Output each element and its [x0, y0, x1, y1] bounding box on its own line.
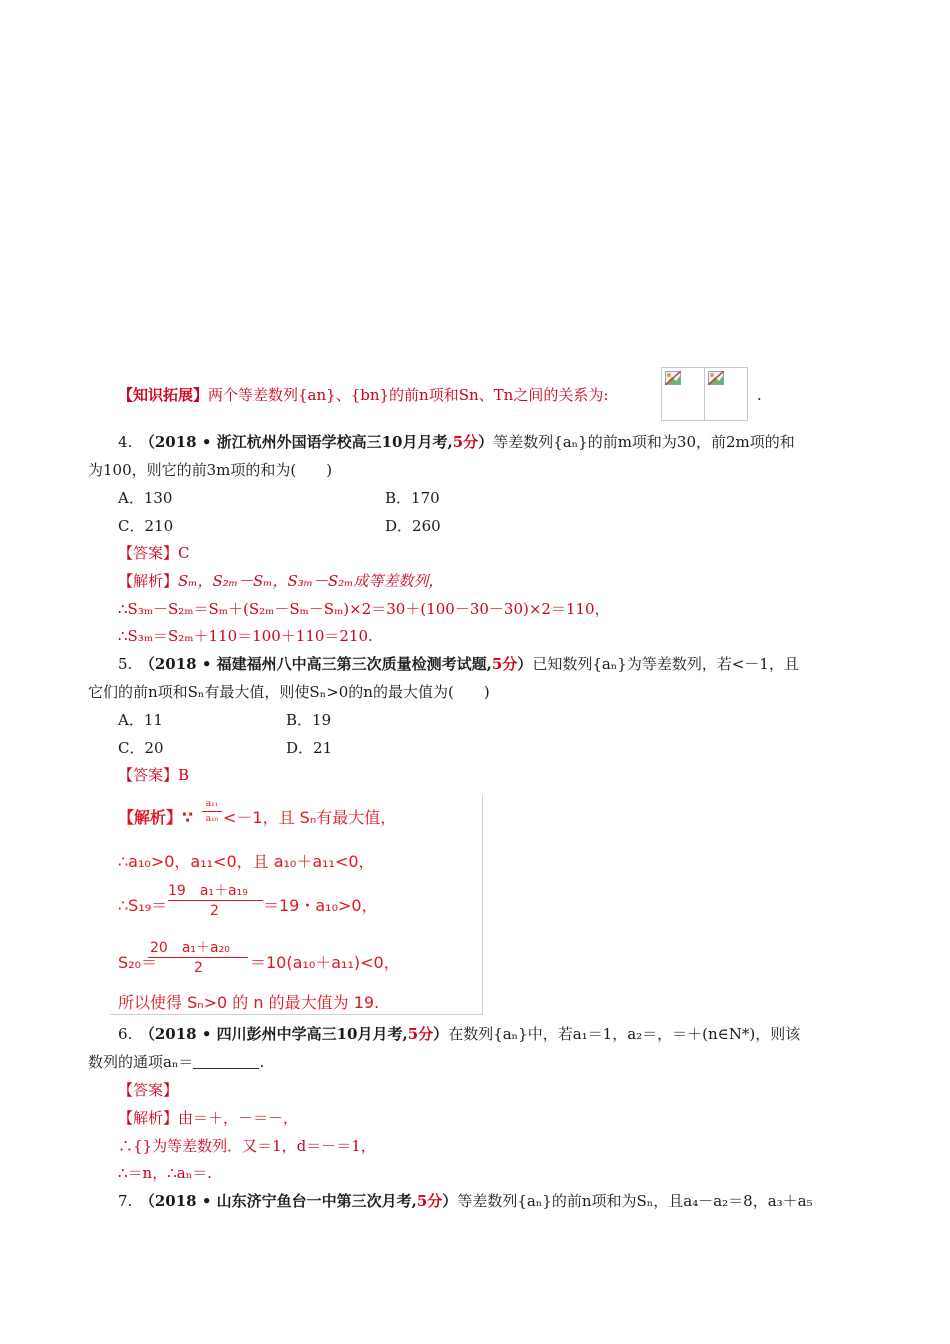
extension-end: .: [757, 386, 762, 404]
knowledge-extension: [118, 385, 608, 405]
analysis-label: 【解析】: [118, 572, 179, 590]
analysis-label: 【解析】: [118, 1109, 179, 1127]
question-number: 6.: [118, 1025, 133, 1043]
question-4-line-2: 为100，则它的前3m项的和为( ): [88, 461, 333, 479]
analysis-line-2: ∴{}为等差数列．又＝1，d＝－＝1，: [118, 1137, 376, 1155]
fraction-bar: [168, 900, 263, 901]
question-score: 5分: [491, 655, 518, 673]
solution-fraction: $\frac{\text{a₁₁}}{\text{a₁₀}}$: [202, 799, 222, 824]
fraction-bar: [148, 957, 248, 958]
option-b: B．19: [286, 711, 332, 729]
extension-label: 【知识拓展】: [118, 386, 209, 404]
question-number: 5.: [118, 655, 133, 673]
answer-line: 【答案】B: [118, 766, 190, 784]
solution-line-4-num: 20 a₁＋a₂₀: [150, 940, 230, 956]
solution-line-3-num: 19 a₁＋a₁₉: [168, 883, 248, 899]
option-c: C．210: [118, 517, 174, 535]
solution-line-1: 【解析】∵: [118, 808, 194, 827]
question-score: 5分: [452, 433, 479, 451]
option-d: D．260: [385, 517, 441, 535]
option-a: A．130: [118, 489, 173, 507]
question-5-line-2: 它们的前n项和Sₙ有最大值，则使Sₙ>0的n的最大值为( ): [88, 683, 490, 701]
analysis-line-2: ∴S₃ₘ－S₂ₘ＝Sₘ＋(S₂ₘ－Sₘ－Sₘ)×2＝30＋(100－30－30)×2＝110，: [118, 600, 610, 618]
question-source: 2018 • 浙江杭州外国语学校高三10月月考,: [154, 433, 453, 451]
option-c: C．20: [118, 739, 164, 757]
question-number: 4.: [118, 433, 133, 451]
question-source: 2018 • 福建福州八中高三第三次质量检测考试题,: [154, 655, 492, 673]
extension-text: 两个等差数列{an}、{bn}的前n项和Sn、Tn之间的关系为:: [208, 386, 609, 404]
question-7-line-1: 7. （2018 • 山东济宁鱼台一中第三次月考,5分）等差数列{aₙ}的前n项和为Sₙ，且a₄－a₂＝8，a₃＋a₅: [118, 1192, 813, 1210]
question-source: 2018 • 四川彭州中学高三10月月考,: [154, 1025, 408, 1043]
option-d: D．21: [286, 739, 333, 757]
solution-line-3-post: ＝19・a₁₀>0，: [263, 896, 378, 915]
solution-line-3-pre: ∴S₁₉＝: [118, 896, 168, 915]
question-score: 5分: [407, 1025, 434, 1043]
broken-image-icon: [704, 367, 748, 421]
analysis-line-1: 【解析】由＝＋，－＝－，: [118, 1109, 299, 1127]
analysis-line-3: ∴＝n，∴aₙ＝.: [118, 1164, 212, 1182]
question-stem: 等差数列{aₙ}的前n项和为Sₙ，且a₄－a₂＝8，a₃＋a₅: [457, 1192, 813, 1210]
solution-line-4-pre: S₂₀＝: [118, 953, 157, 972]
solution-line-2: ∴a₁₀>0，a₁₁<0，且 a₁₀＋a₁₁<0，: [118, 852, 375, 871]
answer-line: 【答案】: [118, 1081, 179, 1099]
analysis-line-3: ∴S₃ₘ＝S₂ₘ＋110＝100＋110＝210.: [118, 627, 373, 645]
solution-line-4-post: ＝10(a₁₀＋a₁₁)<0，: [250, 953, 400, 972]
question-score: 5分: [416, 1192, 443, 1210]
answer-blank: [193, 1054, 259, 1069]
question-6-line-1: 6. （2018 • 四川彭州中学高三10月月考,5分）在数列{aₙ}中，若a₁＝1，a₂＝，＝＋(n∈N*)，则该: [118, 1025, 801, 1043]
question-source: 2018 • 山东济宁鱼台一中第三次月考,: [154, 1192, 417, 1210]
question-5-line-1: 5. （2018 • 福建福州八中高三第三次质量检测考试题,5分）已知数列{aₙ}为等差数列，若<－1，且: [118, 655, 799, 673]
answer-line: 【答案】C: [118, 544, 190, 562]
question-stem: 等差数列{aₙ}的前m项和为30，前2m项的和: [493, 433, 795, 451]
analysis-line-1: 【解析】Sₘ，S₂ₘ－Sₘ，S₃ₘ－S₂ₘ成等差数列，: [118, 572, 444, 590]
question-stem: 在数列{aₙ}中，若a₁＝1，a₂＝，＝＋(n∈N*)，则该: [448, 1025, 801, 1043]
question-4-line-1: 4. （2018 • 浙江杭州外国语学校高三10月月考,5分）等差数列{aₙ}的前m项和为30，前2m项的和: [118, 433, 795, 451]
broken-image-icon: [661, 367, 705, 421]
solution-image: [110, 795, 483, 1015]
solution-line-3-den: 2: [210, 903, 219, 919]
option-a: A．11: [118, 711, 163, 729]
solution-line-4-den: 2: [194, 960, 203, 976]
question-stem: 已知数列{aₙ}为等差数列，若<－1，且: [532, 655, 799, 673]
option-b: B．170: [385, 489, 440, 507]
question-6-line-2: 数列的通项aₙ＝ .: [88, 1053, 265, 1071]
solution-line-5: 所以使得 Sₙ>0 的 n 的最大值为 19.: [118, 993, 380, 1012]
question-number: 7.: [118, 1192, 133, 1210]
solution-line-1b: <－1，且 Sₙ有最大值，: [223, 808, 397, 827]
